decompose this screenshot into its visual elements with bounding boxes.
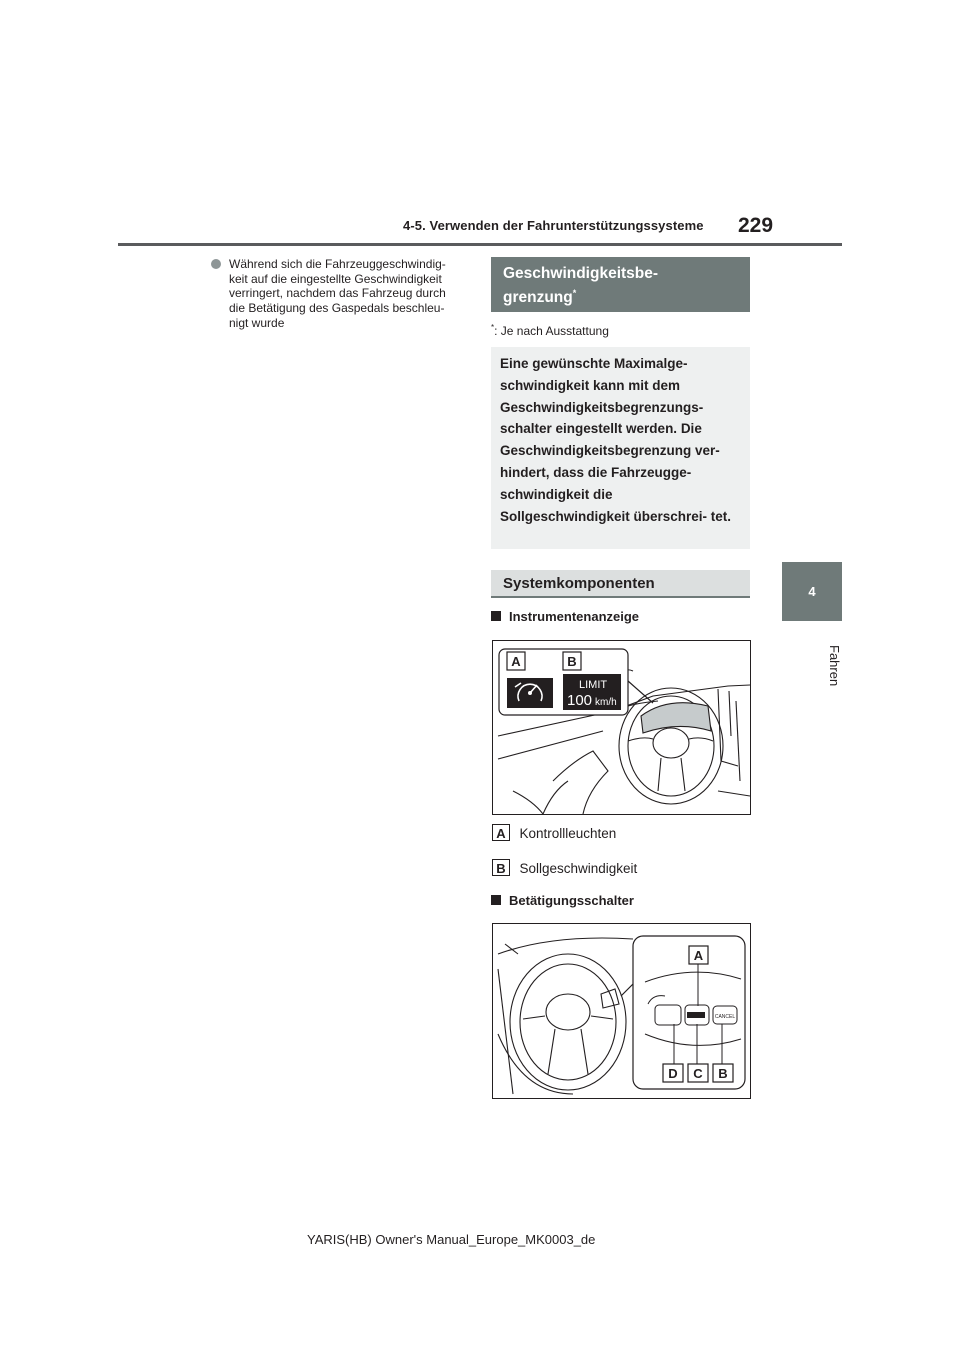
figure2-label-c: C: [693, 1066, 703, 1081]
bullet-paragraph: Während sich die Fahrzeuggeschwindig- keit auf die eingestellte Geschwindigkeit verringert, nachdem das Fahrzeug durch die Betätigung des Gaspedals beschleu- nigt wurde: [229, 257, 446, 330]
switch-heading: [491, 893, 634, 908]
figure2-label-d: D: [668, 1066, 678, 1081]
figure2-label-b: B: [718, 1066, 728, 1081]
switch-illustration: [493, 924, 750, 1098]
footnote-marker: *: [572, 288, 577, 298]
bullet-icon: [211, 259, 221, 269]
running-header-title: 4-5. Verwenden der Fahrunterstützungssysteme: [403, 218, 704, 233]
legend-text-b: Sollgeschwindigkeit: [519, 861, 638, 876]
footnote-text: : Je nach Ausstattung: [494, 324, 609, 338]
section-heading-line1: Geschwindigkeitsbe-: [503, 265, 659, 282]
page-number: 229: [738, 214, 774, 237]
cancel-label: CANCEL: [714, 1014, 736, 1020]
chapter-label: [782, 636, 842, 696]
figure1-label-b: B: [567, 654, 577, 669]
limit-text: LIMIT: [579, 679, 608, 691]
instrument-illustration: [493, 641, 750, 814]
speed-value: 100: [567, 692, 593, 709]
square-bullet-icon: [491, 895, 501, 905]
legend-text-a: Kontrollleuchten: [519, 826, 617, 841]
subsection-heading: [491, 570, 750, 598]
instrument-heading: [491, 609, 639, 624]
switch-figure: [492, 923, 751, 1099]
section-heading-line2: [503, 288, 576, 307]
chapter-tab: 4: [782, 562, 842, 621]
figure2-label-a: A: [693, 948, 704, 963]
speed-unit: km/h: [595, 697, 617, 708]
switch-heading-text: Betätigungsschalter: [509, 893, 634, 908]
legend-item-a: [492, 824, 616, 843]
intro-text: Eine gewünschte Maximalge- schwindigkeit kann mit dem Geschwindigkeitsbegrenzungs- schalter eingestellt werden. Die Geschwindigkeitsbegrenzung ver- hindert, dass die Fahrzeugge- schwindigkeit die Sollgeschwindigkeit überschrei- tet.: [500, 356, 732, 524]
footnote: [491, 323, 609, 338]
intro-box: [491, 347, 750, 549]
chapter-label-text: Fahren: [827, 645, 842, 687]
footer-document-id: YARIS(HB) Owner's Manual_Europe_MK0003_de: [307, 1232, 596, 1247]
header-rule: [118, 243, 842, 246]
section-heading: [491, 257, 750, 312]
instrument-figure: [492, 640, 751, 815]
instrument-heading-text: Instrumentenanzeige: [509, 609, 640, 624]
subsection-heading-text: Systemkomponenten: [503, 575, 655, 592]
legend-key-b: B: [492, 859, 510, 876]
legend-key-a: A: [492, 824, 510, 841]
legend-item-b: [492, 859, 637, 878]
footnote-mark: *: [491, 323, 495, 332]
figure1-label-a: A: [511, 654, 521, 669]
square-bullet-icon: [491, 611, 501, 621]
section-heading-line2-text: grenzung: [503, 289, 573, 307]
